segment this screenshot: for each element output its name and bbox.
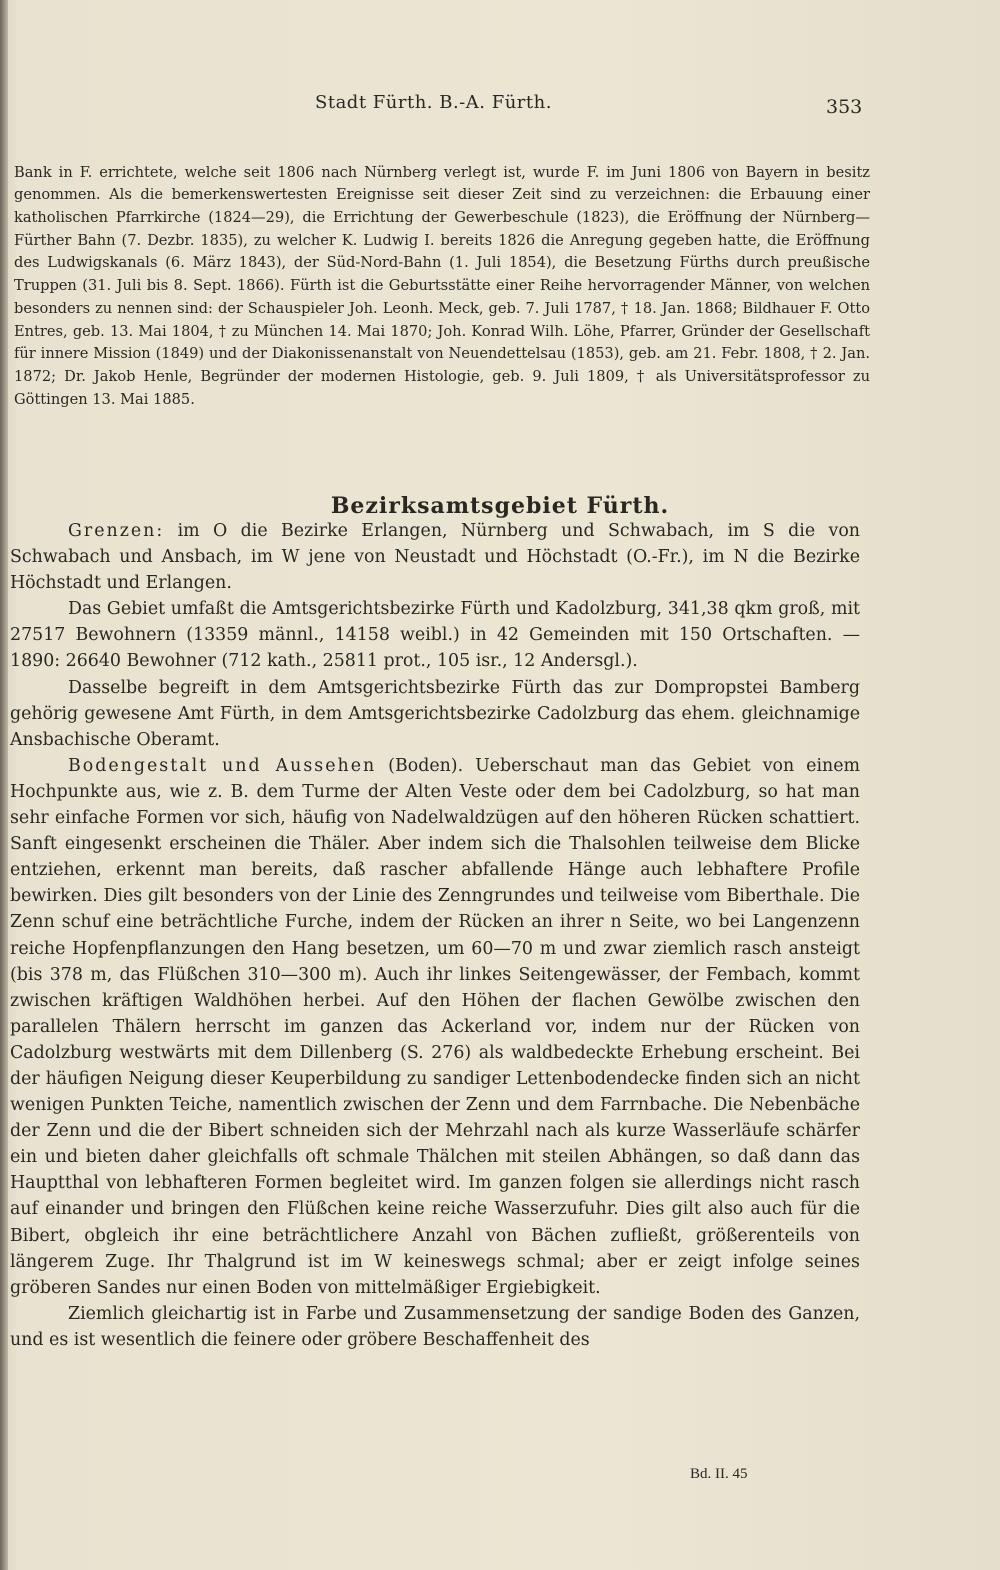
section-title: Bezirksamtsgebiet Fürth. <box>330 493 670 519</box>
paragraph-borders <box>10 518 860 596</box>
printer-signature: Bd. II. 45 <box>690 1466 748 1482</box>
intro-paragraph: Bank in F. errichtete, welche seit 1806 nach Nürnberg verlegt ist, wurde F. im Juni 1806 von Bayern in besitz genommen. Als die bemerkenswertesten Ereignisse seit dieser Zeit sind zu verzeichnen: die Erbauung einer katholischen Pfarrkirche (1824—29), die Errichtung der Gewerbeschule (1823), die Eröffnung der Nürnberg—Fürther Bahn (7. Dezbr. 1835), zu welcher K. Ludwig I. bereits 1826 die Anregung gegeben hatte, die Eröffnung des Ludwigskanals (6. März 1843), der Süd-Nord-Bahn (1. Juli 1854), die Besetzung Fürths durch preußische Truppen (31. Juli bis 8. Sept. 1866). Fürth ist die Geburtsstätte einer Reihe hervorragender Männer, von welchen besonders zu nennen sind: der Schauspieler Joh. Leonh. Meck, geb. 7. Juli 1787, † 18. Jan. 1868; Bildhauer F. Otto Entres, geb. 13. Mai 1804, † zu München 14. Mai 1870; Joh. Konrad Wilh. Löhe, Pfarrer, Gründer der Gesellschaft für innere Mission (1849) und der Diakonissenanstalt von Neuendettelsau (1853), geb. am 21. Febr. 1808, † 2. Jan. 1872; Dr. Jakob Henle, Begründer der modernen Histologie, geb. 9. Juli 1809, † als Universitätsprofessor zu Göttingen 13. Mai 1885. <box>14 163 870 408</box>
page-header <box>0 92 1000 122</box>
paragraph-history <box>10 675 860 753</box>
paragraph-text: Das Gebiet umfaßt die Amtsgerichtsbezirke Fürth und Kadolzburg, 341,38 qkm groß, mit 27517 Bewohnern (13359 männl., 14158 weibl.) in 42 Gemeinden mit 150 Ortschaften. — 1890: 26640 Bewohner (712 kath., 25811 prot., 105 isr., 12 Andersgl.). <box>10 599 860 672</box>
body-text <box>10 518 860 1353</box>
running-head: Stadt Fürth. B.-A. Fürth. <box>315 92 552 113</box>
paragraph-text: Dasselbe begreift in dem Amtsgerichtsbezirke Fürth das zur Dompropstei Bamberg gehörig gewesene Amt Fürth, in dem Amtsgerichtsbezirke Cadolzburg das ehem. gleichnamige Ansbachische Oberamt. <box>10 677 860 750</box>
paragraph-landscape <box>10 753 860 1301</box>
paragraph-lead: Grenzen: <box>68 521 165 541</box>
paragraph-soil <box>10 1301 860 1353</box>
paragraph-text: im O die Bezirke Erlangen, Nürnberg und Schwabach, im S die von Schwabach und Ansbach, im W jene von Neustadt und Höchstadt (O.-Fr.), im N die Bezirke Höchstadt und Erlangen. <box>10 521 860 594</box>
page-spine-shadow <box>0 0 8 1570</box>
paragraph-lead: Bodengestalt und Aussehen <box>68 755 377 776</box>
paragraph-area <box>10 596 860 674</box>
paragraph-text: (Boden). Ueberschaut man das Gebiet von einem Hochpunkte aus, wie z. B. dem Turme der Alten Veste oder dem bei Cadolzburg, so hat man sehr einfache Formen vor sich, häufig von Nadelwaldzügen auf den höheren Rücken schattiert. Sanft eingesenkt erscheinen die Thäler. Aber indem sich die Thalsohlen teilweise dem Blicke entziehen, erkennt man bereits, daß rascher abfallende Hänge auch lebhaftere Profile bewirken. Dies gilt besonders von der Linie des Zenngrundes und teilweise vom Biberthale. Die Zenn schuf eine beträchtliche Furche, indem der Rücken an ihrer n Seite, wo bei Langenzenn reiche Hopfenpflanzungen den Hang besetzen, um 60—70 m und zwar ziemlich rasch ansteigt (bis 378 m, das Flüßchen 310—300 m). Auch ihr linkes Seitengewässer, der Fembach, kommt zwischen kräftigen Waldhöhen herbei. Auf den Höhen der flachen Gewölbe zwischen den parallelen Thälern herrscht im ganzen das Ackerland vor, indem nur der Rücken von Cadolzburg westwärts mit dem Dillenberg (S. 276) als waldbedeckte Erhebung erscheint. Bei der häufigen Neigung dieser Keuperbildung zu sandiger Lettenbodendecke finden sich an nicht wenigen Punkten Teiche, namentlich zwischen der Zenn und dem Farrnbache. Die Nebenbäche der Zenn und die der Bibert schneiden sich der Mehrzahl nach als kurze Wasserläufe schärfer ein und bieten daher gleichfalls oft schmale Thälchen mit steilen Abhängen, so daß dann das Hauptthal von lebhafteren Formen begleitet wird. Im ganzen folgen sie allerdings nicht rasch auf einander und bringen den Flüßchen keine reiche Wasserzufuhr. Dies gilt also auch für die Bibert, obgleich ihr eine beträchtlichere Anzahl von Bächen zufließt, größerenteils von längerem Zuge. Ihr Thalgrund ist im W keineswegs schmal; aber er zeigt infolge seines gröberen Sandes nur einen Boden von mittelmäßiger Ergiebigkeit. <box>10 755 860 1298</box>
paragraph-text: Ziemlich gleichartig ist in Farbe und Zusammensetzung der sandige Boden des Ganzen, und es ist wesentlich die feinere oder gröbere Beschaffenheit des <box>10 1303 860 1350</box>
page-number: 353 <box>826 96 863 118</box>
